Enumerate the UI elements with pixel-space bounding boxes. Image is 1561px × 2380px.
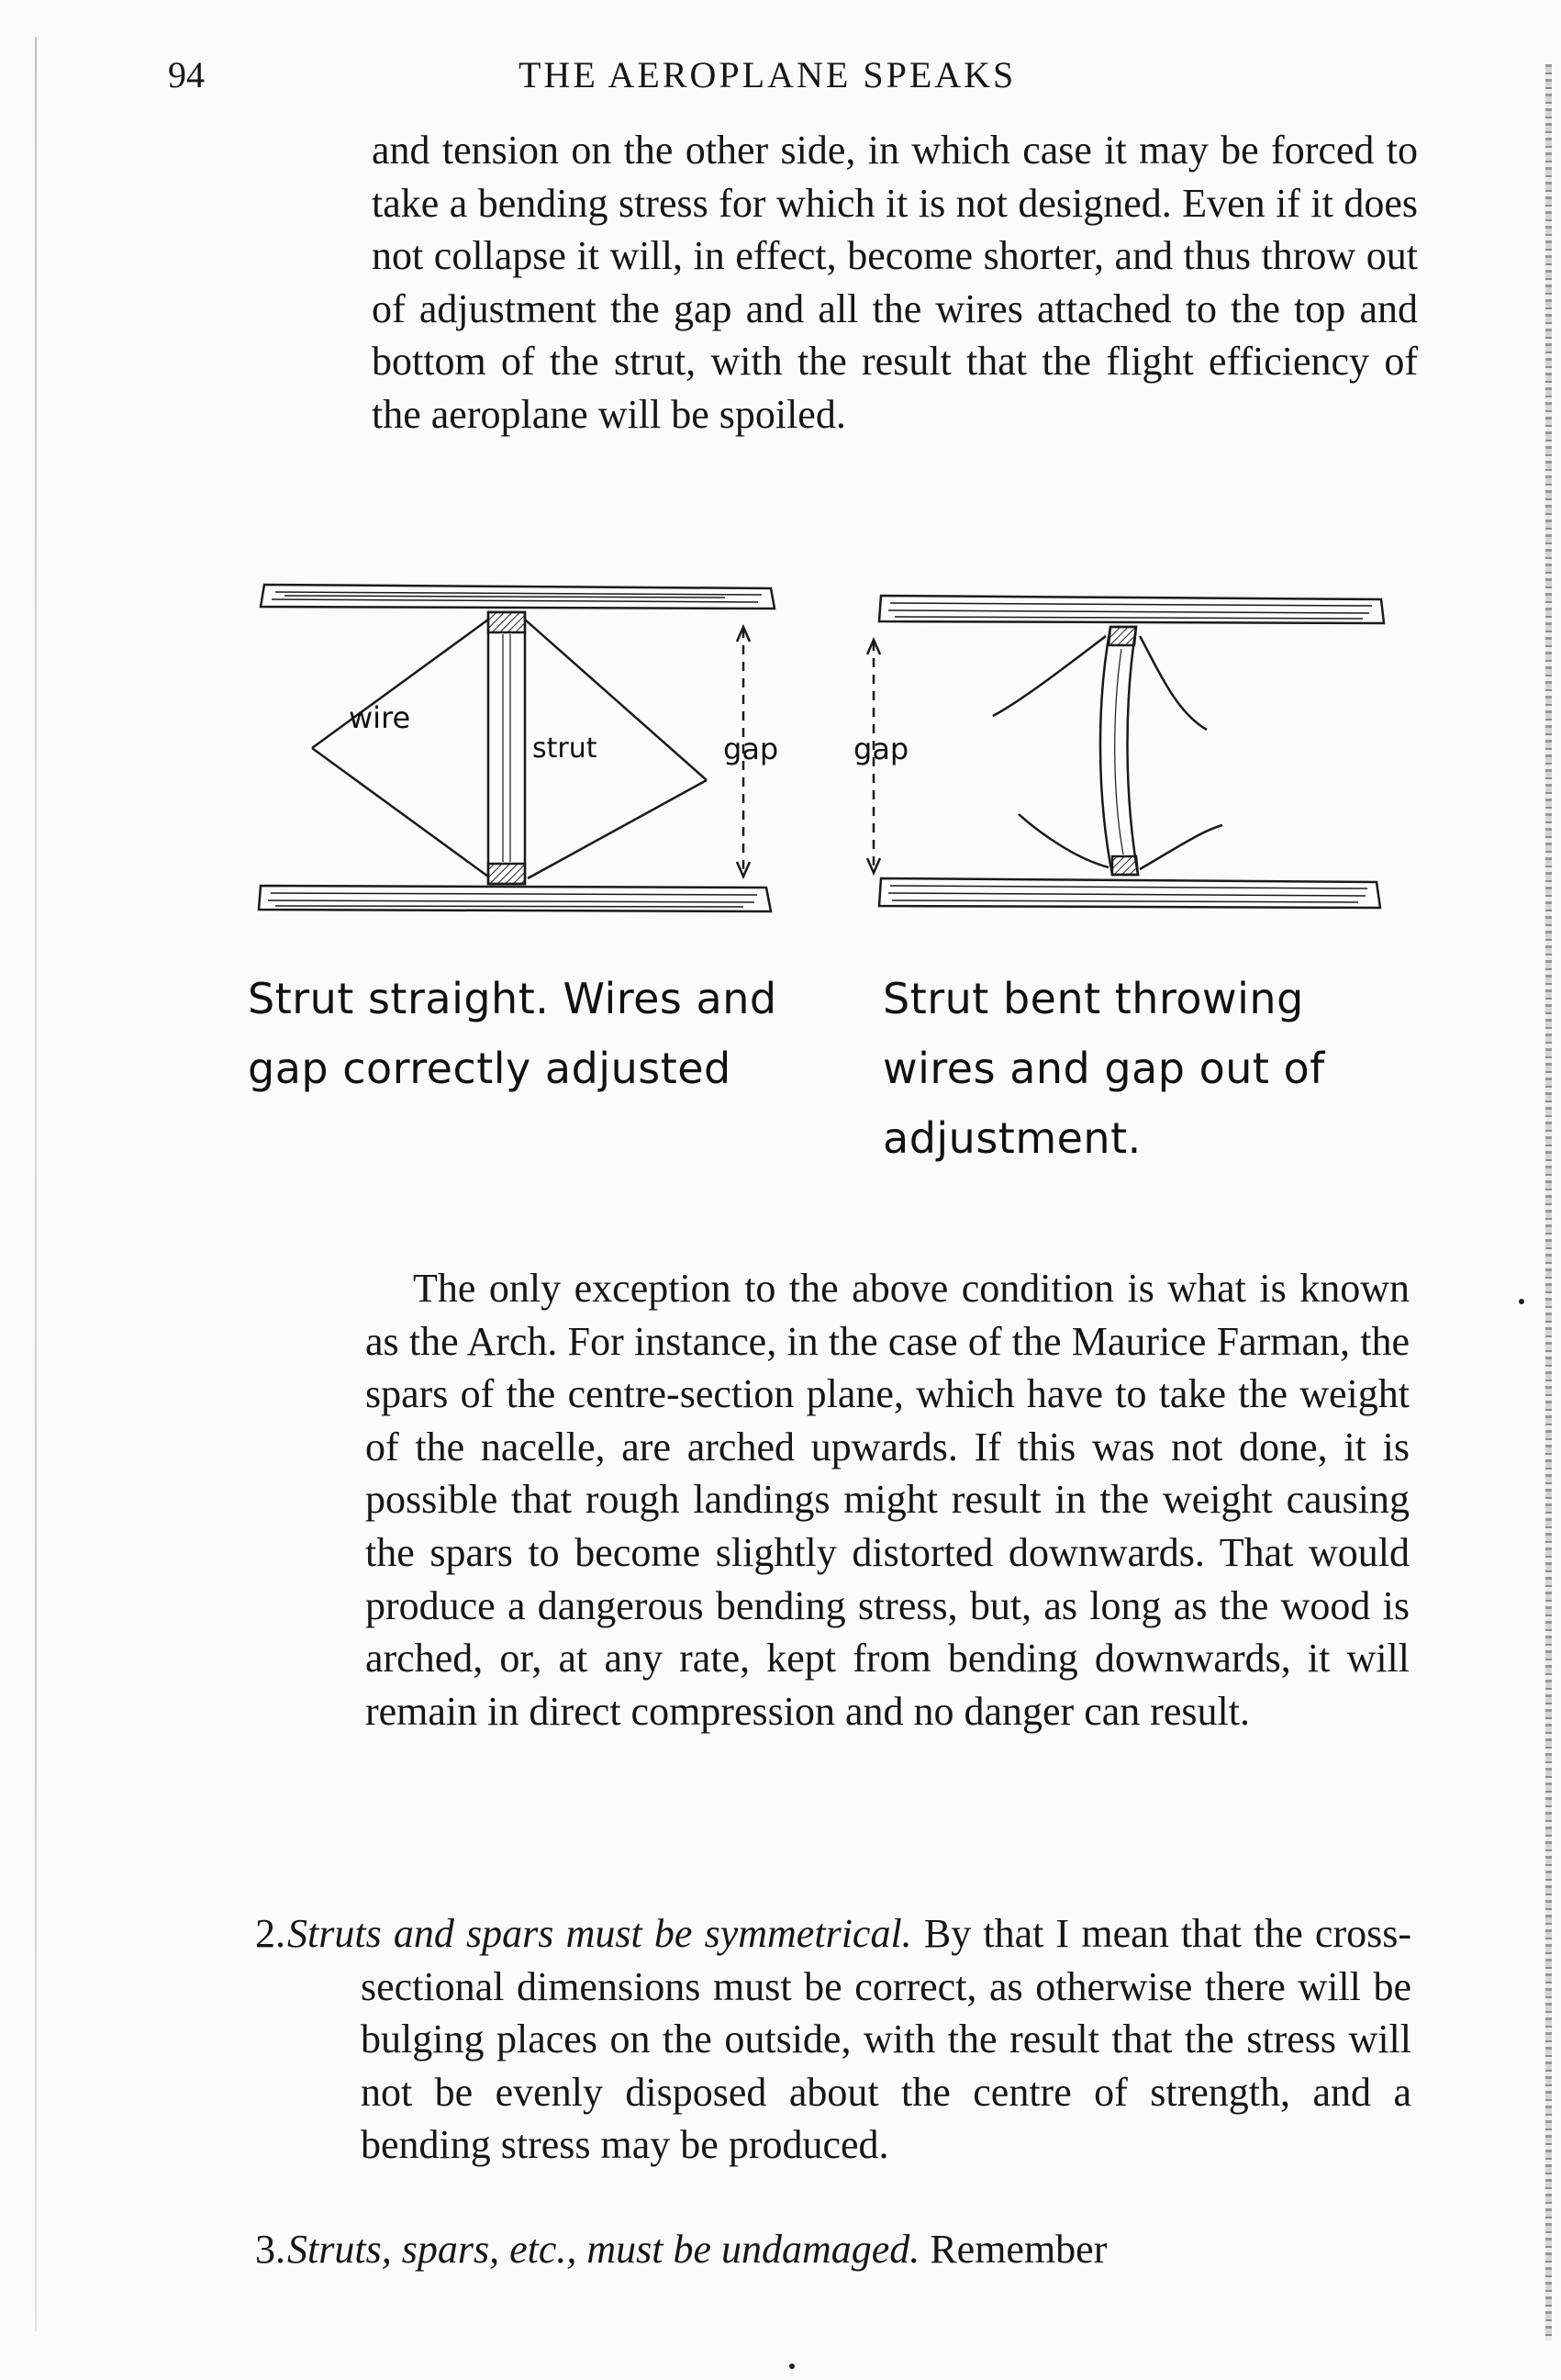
label-wire: wire — [349, 700, 411, 735]
label-gap-right: gap — [853, 732, 909, 766]
caption-left — [248, 964, 817, 1103]
caption-right-line-2: wires and gap out of — [883, 1044, 1325, 1093]
caption-right — [883, 964, 1452, 1173]
running-title: THE AEROPLANE SPEAKS — [518, 54, 1017, 95]
caption-right-line-3: adjustment. — [883, 1113, 1142, 1163]
caption-left-line-1: Strut straight. Wires and — [248, 974, 777, 1023]
binding-edge — [1545, 64, 1552, 2341]
scan-speck — [1519, 1299, 1524, 1304]
caption-right-line-1: Strut bent throwing — [883, 974, 1304, 1023]
list-item-2 — [255, 1907, 1411, 2172]
left-strut — [488, 612, 525, 884]
right-bottom-spar — [879, 878, 1380, 908]
list-lead: Struts and spars must be symmetrical. — [287, 1911, 912, 1956]
page-edge-shadow — [35, 37, 37, 2331]
list-number: 2. — [255, 1911, 285, 1956]
list-body — [287, 1907, 1412, 2172]
list-text: By that I mean that the cross-sectional dimensions must be correct, as otherwise there will be bulging places on the outside, with the result that the stress will not be evenly disposed about the centre of strength, and a bending stress may be produced. — [361, 1911, 1412, 2168]
page-header — [0, 53, 1561, 117]
label-gap-left: gap — [723, 732, 779, 766]
list-body — [287, 2223, 1411, 2276]
label-strut: strut — [532, 732, 597, 765]
right-diagram — [867, 596, 1384, 908]
right-top-spar — [879, 596, 1384, 623]
list-text: Remember — [930, 2227, 1108, 2272]
caption-left-line-2: gap correctly adjusted — [248, 1044, 731, 1093]
page-number: 94 — [168, 54, 205, 95]
scan-speck — [789, 2363, 795, 2369]
left-diagram — [259, 585, 775, 911]
paragraph-2: The only exception to the above condition is what is known as the Arch. For instance, in the case of the Maurice Farman, the spars of the centre-section plane, which have to take the weight of the nacelle, are arched upwards. If this was not done, it is possible that rough landings might result in the weight causing the spars to become slightly distorted downwards. That would produce a dangerous bending stress, but, as long as the wood is arched, or, at any rate, kept from bending downwards, it will remain in direct compression and no danger can result. — [365, 1266, 1410, 1734]
list-number: 3. — [255, 2227, 285, 2272]
list-item-3 — [255, 2223, 1411, 2276]
left-bottom-spar — [259, 886, 771, 911]
right-bent-strut — [1100, 627, 1138, 875]
left-top-spar — [261, 585, 775, 609]
list-lead: Struts, spars, etc., must be undamaged. — [287, 2227, 920, 2272]
strut-diagram — [248, 564, 1404, 932]
paragraph-1: and tension on the other side, in which case it may be forced to take a bending stress for which it is not designed. Even if it does not collapse it will, in effect, become shorter, and thus throw out of adjustment the gap and all the wires attached to the top and bottom of the strut, with the result that the flight efficiency of the aeroplane will be spoiled. — [372, 128, 1418, 437]
